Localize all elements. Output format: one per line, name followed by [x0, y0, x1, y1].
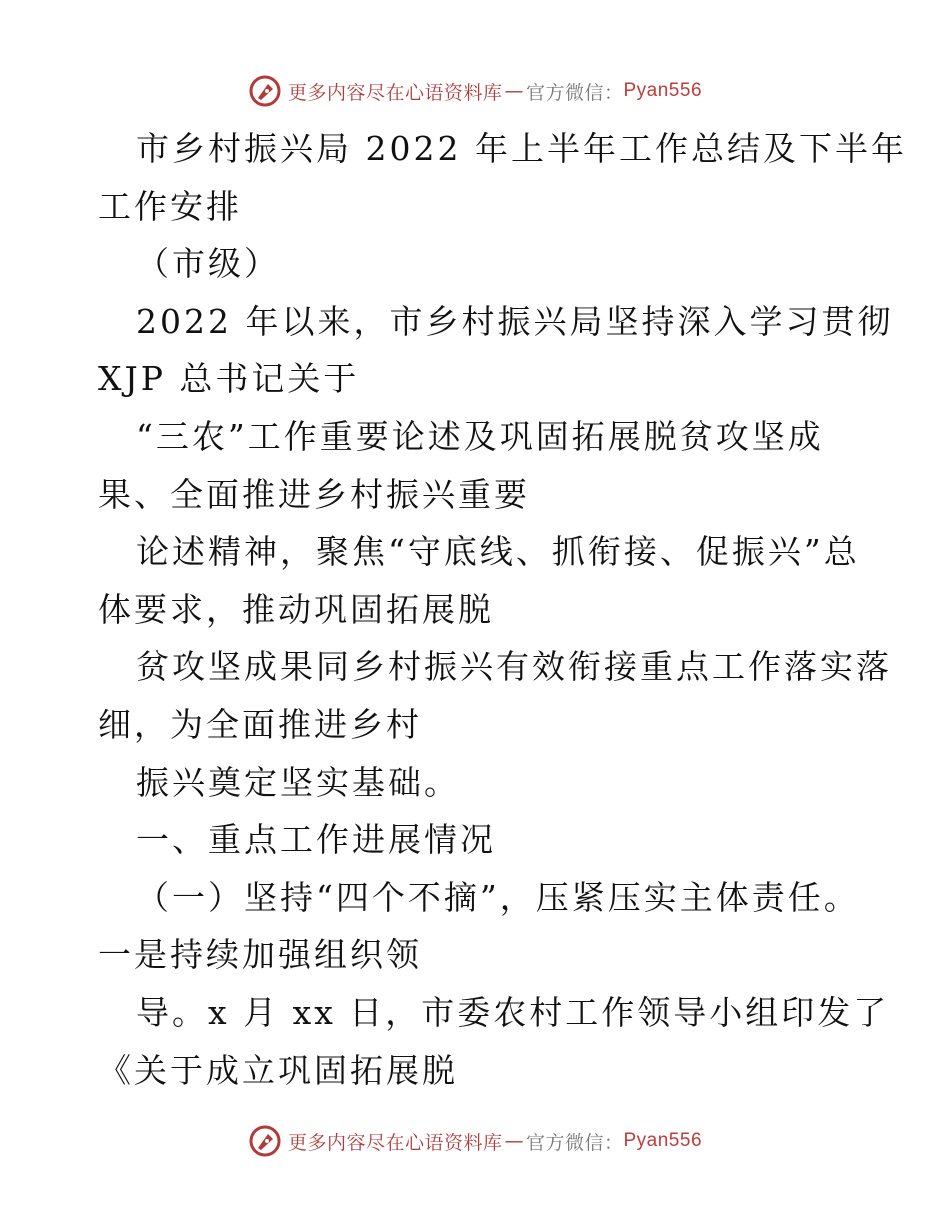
title-line-2: 工作安排 [98, 186, 242, 226]
paragraph-line: “三农”工作重要论述及巩固拓展脱贫攻坚成 [136, 416, 824, 456]
paragraph-line: 2022 年以来，市乡村振兴局坚持深入学习贯彻 [136, 301, 894, 341]
watermark-separator: — [504, 80, 524, 102]
paragraph-line: XJP 总书记关于 [98, 359, 360, 399]
document-body [98, 120, 907, 1099]
watermark-id: Pyan556 [623, 80, 703, 101]
section-heading: 一、重点工作进展情况 [136, 820, 496, 860]
paragraph-line: 果、全面推进乡村振兴重要 [98, 474, 530, 514]
paragraph-line: 导。x 月 xx 日，市委农村工作领导小组印发了 [136, 992, 890, 1032]
paragraph-line: 《关于成立巩固拓展脱 [98, 1050, 458, 1090]
watermark-header [0, 74, 950, 108]
subtitle-line: （市级） [136, 244, 280, 284]
pen-nib-logo-icon [248, 1124, 282, 1158]
paragraph-line: 一是持续加强组织领 [98, 935, 422, 975]
paragraph-line: 贫攻坚成果同乡村振兴有效衔接重点工作落实落 [136, 647, 892, 687]
watermark-brand: 更多内容尽在心语资料库 [287, 81, 503, 104]
watermark-brand: 更多内容尽在心语资料库 [287, 1131, 503, 1154]
title-line-1: 市乡村振兴局 2022 年上半年工作总结及下半年 [136, 129, 907, 168]
paragraph-line: 体要求，推动巩固拓展脱 [98, 589, 494, 629]
watermark-id: Pyan556 [623, 1130, 703, 1151]
paragraph-line: 振兴奠定坚实基础。 [136, 762, 460, 802]
paragraph-line: 论述精神，聚焦“守底线、抓衔接、促振兴”总 [136, 532, 860, 572]
watermark-label: 官方微信： [525, 1131, 624, 1154]
watermark-separator: — [504, 1130, 524, 1152]
paragraph-line: 细，为全面推进乡村 [98, 704, 422, 744]
pen-nib-logo-icon [248, 74, 282, 108]
watermark-label: 官方微信： [525, 81, 624, 104]
watermark-footer [0, 1124, 950, 1158]
subsection-heading: （一）坚持“四个不摘”，压紧压实主体责任。 [136, 877, 860, 917]
